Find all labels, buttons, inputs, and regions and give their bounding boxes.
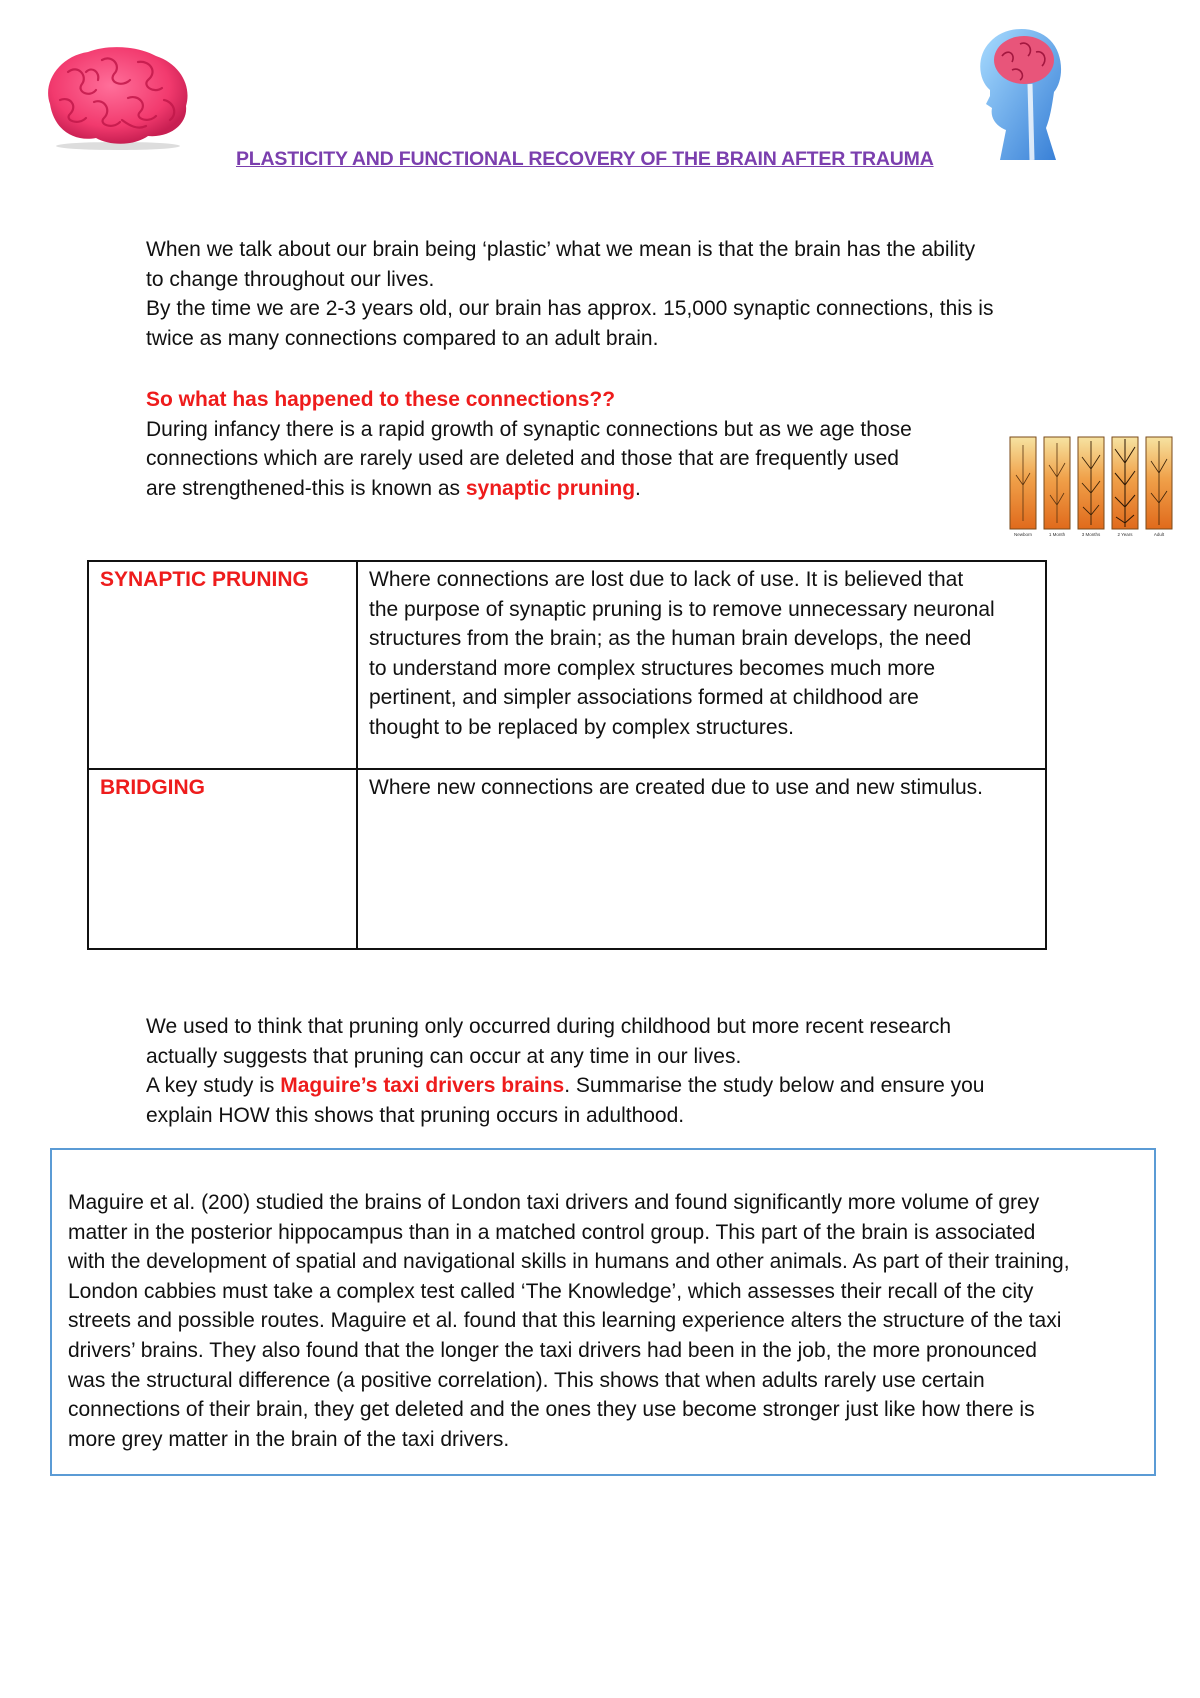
question-section <box>146 385 976 503</box>
definition-line: to understand more complex structures becomes much more <box>369 656 936 680</box>
study-intro <box>146 1012 1096 1130</box>
definitions-table <box>87 560 1047 950</box>
summary-line: drivers’ brains. They also found that the longer the taxi drivers had been in the job, the more pronounced <box>68 1338 1037 1362</box>
term-bridging: BRIDGING <box>88 769 357 949</box>
maguire-study-term: Maguire’s taxi drivers brains <box>280 1074 565 1097</box>
page-title: PLASTICITY AND FUNCTIONAL RECOVERY OF THE BRAIN AFTER TRAUMA <box>236 148 934 170</box>
study-line: explain HOW this shows that pruning occurs in adulthood. <box>146 1103 685 1127</box>
intro-line: to change throughout our lives. <box>146 267 435 291</box>
definition-line: pertinent, and simpler associations formed at childhood are <box>369 686 919 709</box>
pink-brain-image <box>38 42 196 150</box>
neuron-label: Adult <box>1153 532 1165 537</box>
definition-line: Where connections are lost due to lack of use. It is believed that <box>369 568 964 591</box>
question-line-end: . <box>635 476 641 500</box>
neuron-panel-adult <box>1146 437 1172 529</box>
table-row <box>88 561 1046 769</box>
intro-line: twice as many connections compared to an adult brain. <box>146 326 659 350</box>
definition-line: the purpose of synaptic pruning is to remove unnecessary neuronal <box>369 597 995 621</box>
summary-line: matter in the posterior hippocampus than in a matched control group. This part of the brain is associated <box>68 1220 1036 1244</box>
term-synaptic-pruning: SYNAPTIC PRUNING <box>88 561 357 769</box>
neuron-panel-1-month <box>1044 437 1070 529</box>
definition-line: Where new connections are created due to use and new stimulus. <box>369 776 984 799</box>
intro-paragraph <box>146 235 1076 353</box>
summary-line: connections of their brain, they get deleted and the ones they use become stronger just like how there is <box>68 1398 1035 1422</box>
definition-synaptic-pruning <box>357 561 1046 769</box>
head-brain-scan-image <box>960 20 1070 162</box>
table-row <box>88 769 1046 949</box>
question-line <box>146 474 976 504</box>
study-line-end: . Summarise the study below and ensure you <box>564 1074 985 1097</box>
intro-line: By the time we are 2-3 years old, our brain has approx. 15,000 synaptic connections, this is <box>146 297 994 320</box>
neuron-panel-2-years <box>1112 437 1138 529</box>
summary-line: London cabbies must take a complex test called ‘The Knowledge’, which assesses their recall of the city <box>68 1279 1034 1303</box>
definition-line: structures from the brain; as the human brain develops, the need <box>369 627 972 650</box>
question-heading: So what has happened to these connections?? <box>146 388 616 411</box>
summary-line: more grey matter in the brain of the taxi drivers. <box>68 1427 510 1451</box>
definition-line: thought to be replaced by complex structures. <box>369 715 794 739</box>
definition-bridging <box>357 769 1046 949</box>
study-line <box>146 1071 1096 1101</box>
study-line: We used to think that pruning only occurred during childhood but more recent research <box>146 1015 952 1038</box>
question-line: During infancy there is a rapid growth of synaptic connections but as we age those <box>146 417 912 441</box>
neuron-label: Newborn <box>1013 532 1033 537</box>
study-line-text: A key study is <box>146 1074 281 1097</box>
summary-line: was the structural difference (a positive correlation). This shows that when adults rarely use certain <box>68 1368 985 1392</box>
summary-line: streets and possible routes. Maguire et al. found that this learning experience alters the structure of the taxi <box>68 1309 1062 1333</box>
neuron-panel-newborn <box>1010 437 1036 529</box>
study-line: actually suggests that pruning can occur at any time in our lives. <box>146 1044 742 1068</box>
summary-line: Maguire et al. (200) studied the brains of London taxi drivers and found significantly more volume of grey <box>68 1191 1040 1214</box>
summary-line: with the development of spatial and navigational skills in humans and other animals. As part of their training, <box>68 1250 1070 1274</box>
neuron-label: 3 Months <box>1081 532 1101 537</box>
intro-line: When we talk about our brain being ‘plastic’ what we mean is that the brain has the ability <box>146 238 976 261</box>
neuron-panel-3-months <box>1078 437 1104 529</box>
neuron-development-figure <box>1008 435 1174 539</box>
question-line-text: are strengthened-this is known as <box>146 476 466 500</box>
neuron-label: 2 Years <box>1117 532 1133 537</box>
question-line: connections which are rarely used are deleted and those that are frequently used <box>146 447 899 470</box>
summary-answer-box <box>50 1148 1156 1476</box>
neuron-label: 1 Month <box>1048 532 1066 537</box>
synaptic-pruning-term: synaptic pruning <box>465 476 636 500</box>
